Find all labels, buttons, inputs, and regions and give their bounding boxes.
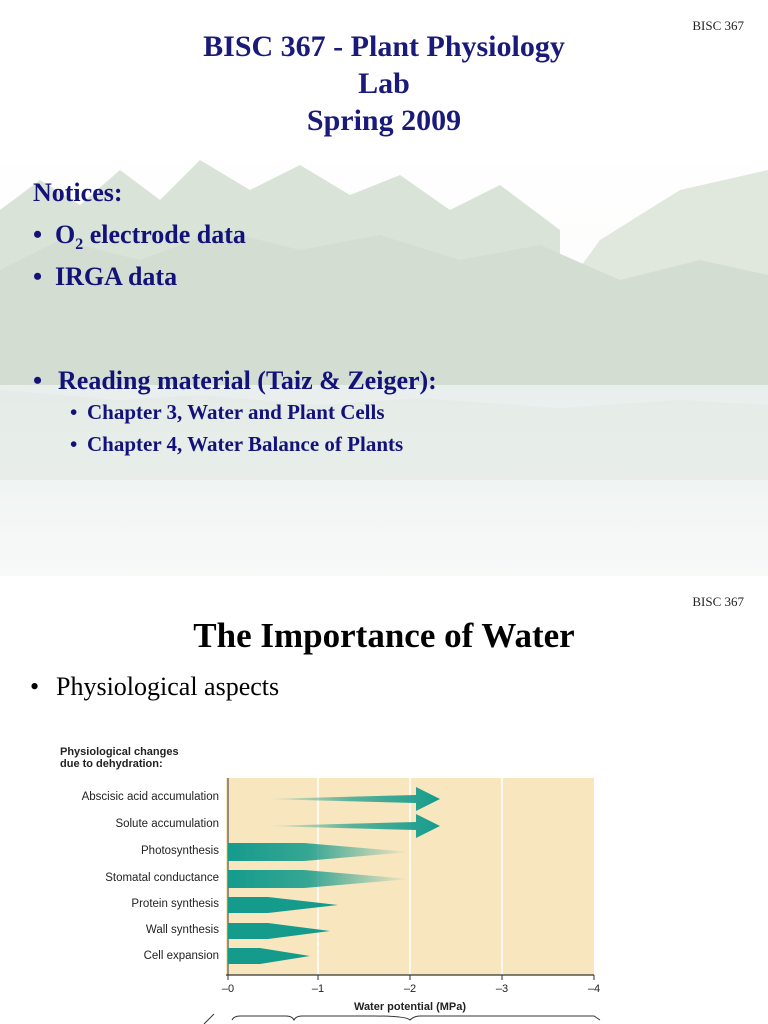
row-label: Stomatal conductance [105,872,219,884]
title-line-2: Lab [358,67,410,100]
slide-title: The Importance of Water [193,616,575,655]
row-label: Wall synthesis [145,924,219,936]
notices-section [33,178,246,304]
reading-item-text: Chapter 3, Water and Plant Cells [87,400,385,424]
reading-heading [33,366,437,396]
x-tick-label: –3 [495,983,509,995]
title-line-3: Spring 2009 [306,104,462,137]
notice-subscript: 2 [75,236,84,254]
row-label: Cell expansion [143,950,219,962]
x-tick-label: –1 [311,983,325,995]
notice-item [33,220,246,262]
figure-plot [54,736,614,1024]
reading-item [70,400,385,425]
course-tag: BISC 367 [692,594,744,609]
figure-heading-line: Physiological changes [60,746,179,758]
x-tick-label: –0 [221,983,235,995]
bullet-text: Physiological aspects [56,672,280,701]
slide-title [0,28,768,139]
x-tick-label: –2 [403,983,417,995]
range-bracket [204,1014,600,1024]
bullet: • [70,432,78,456]
bullet: • [33,366,43,395]
row-label: Solute accumulation [115,818,219,830]
bullet: • [33,220,43,249]
x-axis-label: Water potential (MPa) [353,1001,467,1013]
notice-text: O [55,220,76,249]
dehydration-figure [54,736,614,1024]
bullet-item [30,672,279,702]
slide-2 [0,576,768,1024]
reading-item-text: Chapter 4, Water Balance of Plants [87,432,404,456]
row-label: Abscisic acid accumulation [81,791,219,803]
figure-heading-line: due to dehydration: [60,758,163,770]
reading-item [70,432,403,457]
notice-text: IRGA data [55,262,178,291]
reading-heading-text: Reading material (Taiz & Zeiger): [58,366,437,395]
row-label: Protein synthesis [131,898,219,910]
bullet: • [33,262,43,291]
notice-item [33,262,246,304]
bullet: • [70,400,78,424]
notice-text: electrode data [83,220,246,249]
row-label: Photosynthesis [141,845,219,857]
title-line-1: BISC 367 - Plant Physiology [203,30,565,63]
bullet: • [30,672,40,701]
notices-heading: Notices: [33,178,123,207]
x-tick-label: –4 [587,983,601,995]
course-tag: BISC 367 [692,18,744,33]
